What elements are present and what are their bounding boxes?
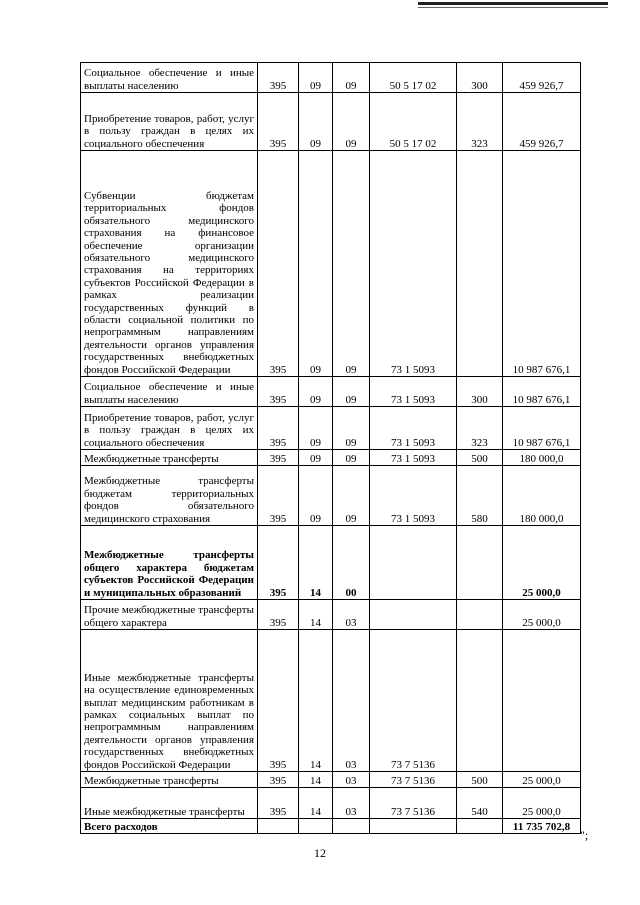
row-target-code: 73 1 5093 bbox=[370, 151, 457, 377]
row-target-code: 73 7 5136 bbox=[370, 788, 457, 819]
row-amount: 10 987 676,1 bbox=[503, 151, 581, 377]
row-admin-code: 395 bbox=[258, 600, 299, 630]
row-subsection-code: 09 bbox=[333, 407, 370, 450]
row-subsection-code: 09 bbox=[333, 450, 370, 466]
row-subsection-code: 03 bbox=[333, 772, 370, 788]
table-row bbox=[81, 377, 581, 407]
row-target-code: 73 7 5136 bbox=[370, 772, 457, 788]
row-subsection-code: 03 bbox=[333, 600, 370, 630]
row-target-code: 73 1 5093 bbox=[370, 466, 457, 526]
row-admin-code: 395 bbox=[258, 93, 299, 151]
row-name: Приобретение товаров, работ, услуг в пользу граждан в целях их социального обеспечения bbox=[81, 93, 258, 151]
row-type-code bbox=[457, 151, 503, 377]
row-section-code: 14 bbox=[299, 600, 333, 630]
row-subsection-code: 09 bbox=[333, 377, 370, 407]
row-subsection-code: 09 bbox=[333, 466, 370, 526]
row-type-code bbox=[457, 526, 503, 600]
row-admin-code: 395 bbox=[258, 526, 299, 600]
row-subsection-code: 03 bbox=[333, 788, 370, 819]
row-section-code: 09 bbox=[299, 151, 333, 377]
row-amount: 10 987 676,1 bbox=[503, 407, 581, 450]
table-row bbox=[81, 63, 581, 93]
table-row bbox=[81, 466, 581, 526]
row-name: Социальное обеспечение и иные выплаты населению bbox=[81, 63, 258, 93]
row-section-code: 09 bbox=[299, 93, 333, 151]
row-subsection-code: 09 bbox=[333, 93, 370, 151]
top-rule-thin bbox=[418, 7, 608, 8]
row-subsection-code: 00 bbox=[333, 526, 370, 600]
row-target-code: 73 7 5136 bbox=[370, 630, 457, 772]
table-row bbox=[81, 788, 581, 819]
row-section-code: 09 bbox=[299, 63, 333, 93]
row-target-code: 50 5 17 02 bbox=[370, 63, 457, 93]
row-name: Межбюджетные трансферты бюджетам территориальных фондов обязательного медицинского страхования bbox=[81, 466, 258, 526]
row-target-code: 73 1 5093 bbox=[370, 450, 457, 466]
row-target-code bbox=[370, 819, 457, 834]
row-type-code bbox=[457, 819, 503, 834]
row-name: Субвенции бюджетам территориальных фондов обязательного медицинского страхования на финансовое обеспечение организации обязательного медицинского страхования на территориях субъектов Российской Федерации в рамках реализации государственных функций в области социальной политики по непрограммным направлениям деятельности органов управления государственных внебюджетных фондов Российской Федерации bbox=[81, 151, 258, 377]
table-row bbox=[81, 407, 581, 450]
row-admin-code: 395 bbox=[258, 788, 299, 819]
row-type-code bbox=[457, 630, 503, 772]
row-section-code: 09 bbox=[299, 407, 333, 450]
row-admin-code: 395 bbox=[258, 407, 299, 450]
row-admin-code: 395 bbox=[258, 450, 299, 466]
row-amount: 459 926,7 bbox=[503, 63, 581, 93]
row-admin-code: 395 bbox=[258, 151, 299, 377]
row-name: Межбюджетные трансферты bbox=[81, 772, 258, 788]
row-type-code: 323 bbox=[457, 407, 503, 450]
row-name: Приобретение товаров, работ, услуг в пользу граждан в целях их социального обеспечения bbox=[81, 407, 258, 450]
row-section-code: 09 bbox=[299, 377, 333, 407]
row-type-code bbox=[457, 600, 503, 630]
row-section-code: 09 bbox=[299, 450, 333, 466]
row-amount: 25 000,0 bbox=[503, 788, 581, 819]
row-admin-code: 395 bbox=[258, 63, 299, 93]
row-admin-code: 395 bbox=[258, 630, 299, 772]
row-type-code: 300 bbox=[457, 63, 503, 93]
row-type-code: 540 bbox=[457, 788, 503, 819]
table-row bbox=[81, 93, 581, 151]
row-amount: 25 000,0 bbox=[503, 772, 581, 788]
table-row bbox=[81, 772, 581, 788]
row-subsection-code: 09 bbox=[333, 63, 370, 93]
row-target-code bbox=[370, 526, 457, 600]
row-amount: 180 000,0 bbox=[503, 450, 581, 466]
row-section-code bbox=[299, 819, 333, 834]
row-target-code: 73 1 5093 bbox=[370, 377, 457, 407]
closing-quote-mark: "; bbox=[580, 828, 589, 842]
budget-table bbox=[80, 62, 581, 834]
row-target-code: 50 5 17 02 bbox=[370, 93, 457, 151]
row-name: Иные межбюджетные трансферты bbox=[81, 788, 258, 819]
top-rule bbox=[418, 2, 608, 5]
page-number: 12 bbox=[314, 846, 326, 860]
row-amount: 25 000,0 bbox=[503, 600, 581, 630]
row-target-code: 73 1 5093 bbox=[370, 407, 457, 450]
row-section-code: 14 bbox=[299, 630, 333, 772]
row-section-code: 14 bbox=[299, 526, 333, 600]
row-name: Всего расходов bbox=[81, 819, 258, 834]
row-type-code: 580 bbox=[457, 466, 503, 526]
row-amount bbox=[503, 630, 581, 772]
row-amount: 459 926,7 bbox=[503, 93, 581, 151]
row-admin-code bbox=[258, 819, 299, 834]
row-name: Социальное обеспечение и иные выплаты населению bbox=[81, 377, 258, 407]
row-section-code: 14 bbox=[299, 788, 333, 819]
row-amount: 180 000,0 bbox=[503, 466, 581, 526]
row-type-code: 500 bbox=[457, 772, 503, 788]
row-subsection-code bbox=[333, 819, 370, 834]
row-subsection-code: 03 bbox=[333, 630, 370, 772]
row-type-code: 300 bbox=[457, 377, 503, 407]
table-row bbox=[81, 526, 581, 600]
row-name: Межбюджетные трансферты bbox=[81, 450, 258, 466]
row-section-code: 14 bbox=[299, 772, 333, 788]
table-row bbox=[81, 600, 581, 630]
table-row bbox=[81, 151, 581, 377]
row-name: Иные межбюджетные трансферты на осуществление единовременных выплат медицинским работникам в рамках социальных выплат по непрограммным направлениям деятельности органов управления государственных внебюджетных фондов Российской Федерации bbox=[81, 630, 258, 772]
row-name: Межбюджетные трансферты общего характера бюджетам субъектов Российской Федерации и муниципальных образований bbox=[81, 526, 258, 600]
table-row-total bbox=[81, 819, 581, 834]
row-name: Прочие межбюджетные трансферты общего характера bbox=[81, 600, 258, 630]
row-admin-code: 395 bbox=[258, 772, 299, 788]
row-admin-code: 395 bbox=[258, 466, 299, 526]
row-type-code: 323 bbox=[457, 93, 503, 151]
table-row bbox=[81, 630, 581, 772]
row-admin-code: 395 bbox=[258, 377, 299, 407]
row-subsection-code: 09 bbox=[333, 151, 370, 377]
row-amount: 25 000,0 bbox=[503, 526, 581, 600]
row-amount: 11 735 702,8 bbox=[503, 819, 581, 834]
row-target-code bbox=[370, 600, 457, 630]
row-section-code: 09 bbox=[299, 466, 333, 526]
row-type-code: 500 bbox=[457, 450, 503, 466]
table-row bbox=[81, 450, 581, 466]
row-amount: 10 987 676,1 bbox=[503, 377, 581, 407]
